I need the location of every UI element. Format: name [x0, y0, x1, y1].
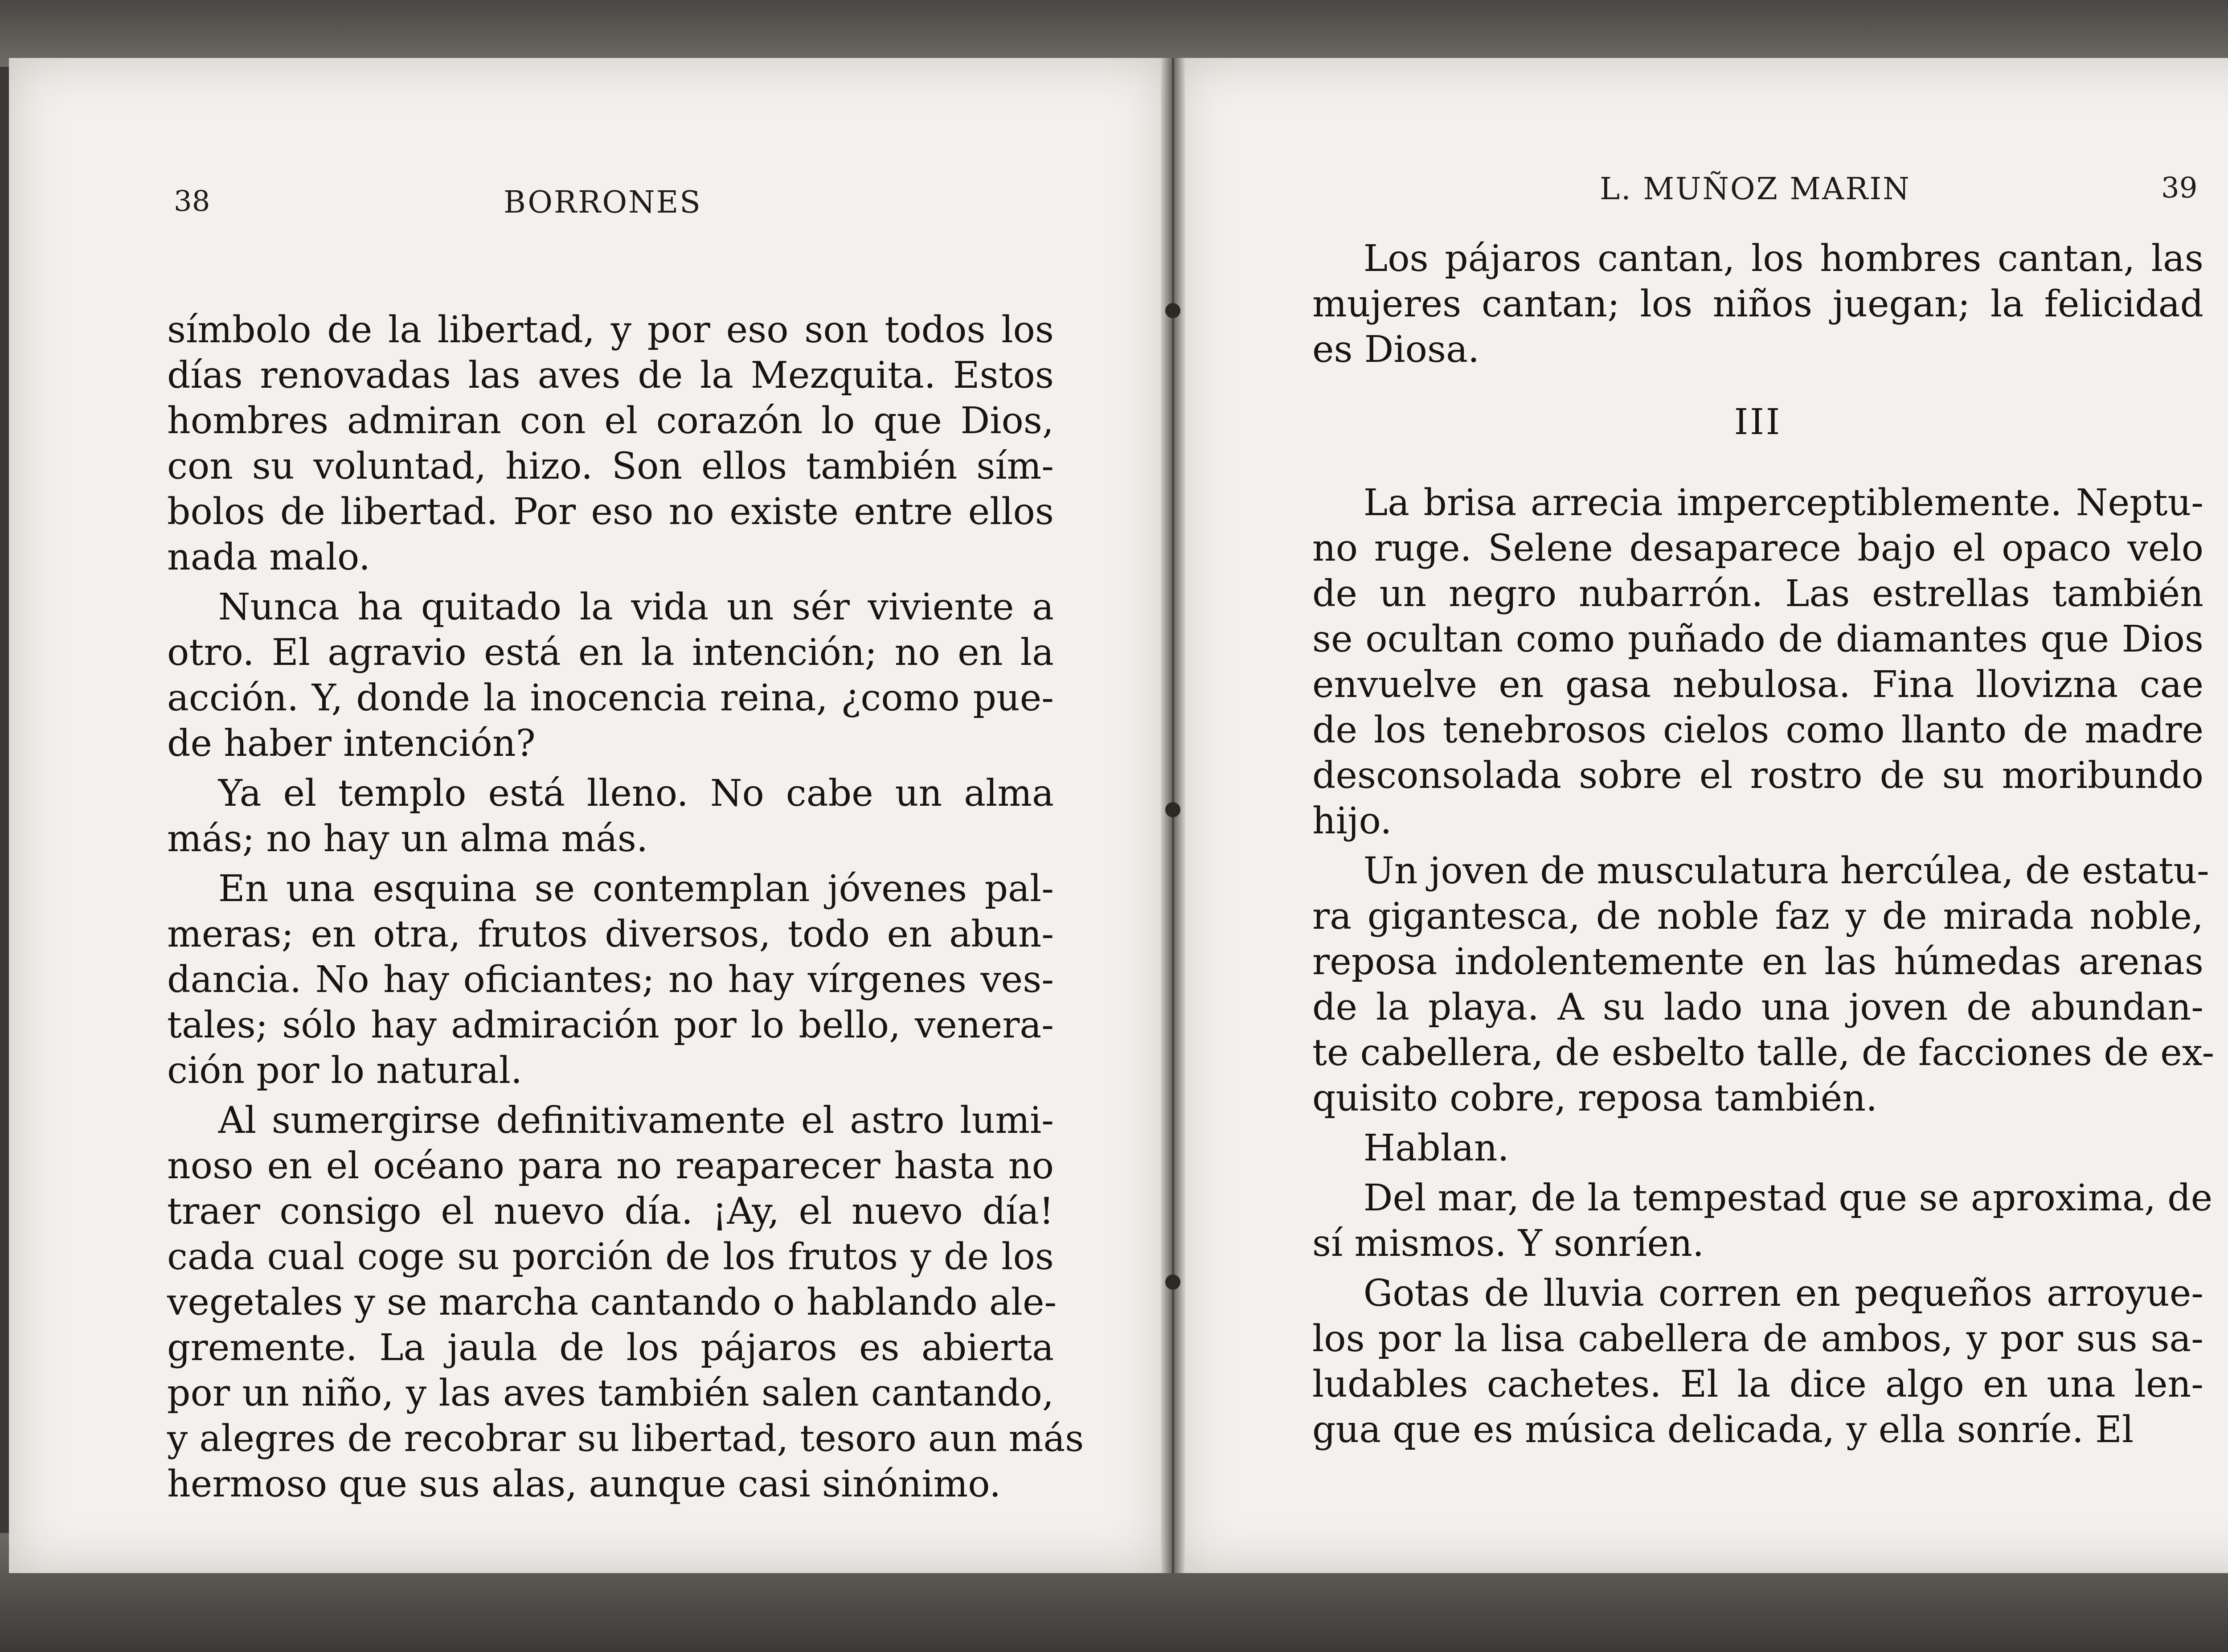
- right-page-text: [1312, 236, 2215, 1457]
- text-line: ludables cachetes. El la dice algo en una len-: [1312, 1363, 2203, 1406]
- text-line: Gotas de lluvia corren en pequeños arroyue-: [1363, 1272, 2203, 1315]
- paragraph: [167, 1098, 1084, 1507]
- left-running-head: BORRONES: [504, 185, 702, 220]
- binding-stitch: [1165, 802, 1180, 817]
- text-line: quisito cobre, reposa también.: [1312, 1077, 1878, 1119]
- text-line: noso en el océano para no reaparecer hasta no: [167, 1145, 1054, 1187]
- paragraph: [167, 866, 1054, 1094]
- text-line: días renovadas las aves de la Mezquita. Estos: [167, 354, 1054, 397]
- text-line: reposa indolentemente en las húmedas arenas: [1312, 941, 2203, 983]
- binding-stitch: [1165, 1275, 1180, 1290]
- backdrop-top: [0, 0, 2228, 67]
- text-line: nada malo.: [167, 536, 371, 578]
- text-line: sí mismos. Y sonríen.: [1312, 1222, 1704, 1265]
- left-page-text: [167, 307, 1084, 1512]
- right-running-head: L. MUÑOZ MARIN: [1600, 172, 1911, 207]
- text-line: gremente. La jaula de los pájaros es abierta: [167, 1327, 1054, 1369]
- text-line: de los tenebrosos cielos como llanto de madre: [1312, 709, 2203, 751]
- text-line: Del mar, de la tempestad que se aproxima, de: [1363, 1177, 2213, 1219]
- text-line: con su voluntad, hizo. Son ellos también sím-: [167, 445, 1054, 488]
- left-page: [9, 58, 1167, 1573]
- text-line: desconsolada sobre el rostro de su moribundo: [1312, 754, 2203, 797]
- paragraph: [1312, 236, 2203, 373]
- paragraph: [1312, 849, 2215, 1121]
- text-line: envuelve en gasa nebulosa. Fina llovizna cae: [1312, 664, 2203, 706]
- text-line: meras; en otra, frutos diversos, todo en abun-: [167, 913, 1054, 955]
- text-line: bolos de libertad. Por eso no existe entre ellos: [167, 491, 1054, 533]
- text-line: Nunca ha quitado la vida un sér viviente a: [218, 586, 1054, 628]
- text-line: dancia. No hay oficiantes; no hay vírgenes ves-: [167, 959, 1054, 1001]
- text-line: Hablan.: [1363, 1127, 1509, 1169]
- text-line: se ocultan como puñado de diamantes que Dios: [1312, 618, 2203, 660]
- text-line: es Diosa.: [1312, 328, 1480, 371]
- text-line: acción. Y, donde la inocencia reina, ¿como pue-: [167, 677, 1054, 719]
- text-line: por un niño, y las aves también salen cantando,: [167, 1372, 1054, 1414]
- paragraph: [167, 307, 1054, 580]
- text-line: de haber intención?: [167, 722, 536, 765]
- text-line: de un negro nubarrón. Las estrellas también: [1312, 573, 2203, 615]
- paragraph: [1312, 480, 2203, 844]
- text-line: los por la lisa cabellera de ambos, y por sus sa-: [1312, 1318, 2203, 1360]
- paragraph: [1312, 1271, 2203, 1453]
- text-line: hermoso que sus alas, aunque casi sinónimo.: [167, 1463, 1001, 1505]
- text-line: gua que es música delicada, y ella sonríe. El: [1312, 1409, 2134, 1451]
- text-line: hijo.: [1312, 800, 1392, 842]
- right-text-before-heading: [1312, 236, 2203, 373]
- paragraph: [1312, 1126, 2203, 1171]
- binding-stitch: [1165, 303, 1180, 318]
- text-line: más; no hay un alma más.: [167, 818, 648, 860]
- text-line: Al sumergirse definitivamente el astro lumi-: [218, 1099, 1054, 1142]
- text-line: te cabellera, de esbelto talle, de facciones de ex-: [1312, 1032, 2215, 1074]
- section-heading: III: [1734, 401, 1782, 443]
- text-line: Los pájaros cantan, los hombres cantan, las: [1363, 238, 2203, 280]
- paragraph: [1312, 1176, 2213, 1267]
- text-line: y alegres de recobrar su libertad, tesoro aun más: [167, 1418, 1084, 1460]
- text-line: traer consigo el nuevo día. ¡Ay, el nuevo día!: [167, 1190, 1054, 1233]
- text-line: La brisa arrecia imperceptiblemente. Neptu-: [1363, 482, 2203, 524]
- left-page-number: 38: [174, 185, 210, 218]
- text-line: tales; sólo hay admiración por lo bello, venera-: [167, 1004, 1054, 1046]
- right-page: [1176, 58, 2228, 1573]
- text-line: ción por lo natural.: [167, 1049, 523, 1092]
- text-line: hombres admiran con el corazón lo que Dios,: [167, 400, 1054, 442]
- text-line: vegetales y se marcha cantando o hablando ale-: [167, 1281, 1057, 1324]
- text-line: mujeres cantan; los niños juegan; la felicidad: [1312, 283, 2203, 325]
- text-line: En una esquina se contemplan jóvenes pal-: [218, 868, 1054, 910]
- text-line: otro. El agravio está en la intención; no en la: [167, 631, 1054, 674]
- text-line: de la playa. A su lado una joven de abundan-: [1312, 986, 2203, 1029]
- text-line: Un joven de musculatura hercúlea, de estatu-: [1363, 850, 2209, 892]
- right-text-after-heading: [1312, 480, 2215, 1453]
- text-line: Ya el templo está lleno. No cabe un alma: [218, 772, 1054, 815]
- text-line: ra gigantesca, de noble faz y de mirada noble,: [1312, 895, 2203, 938]
- text-line: símbolo de la libertad, y por eso son todos los: [167, 309, 1054, 351]
- paragraph: [167, 585, 1054, 767]
- text-line: no ruge. Selene desaparece bajo el opaco velo: [1312, 527, 2203, 570]
- text-line: cada cual coge su porción de los frutos y de los: [167, 1236, 1054, 1278]
- right-page-number: 39: [2161, 172, 2198, 205]
- paragraph: [167, 771, 1054, 862]
